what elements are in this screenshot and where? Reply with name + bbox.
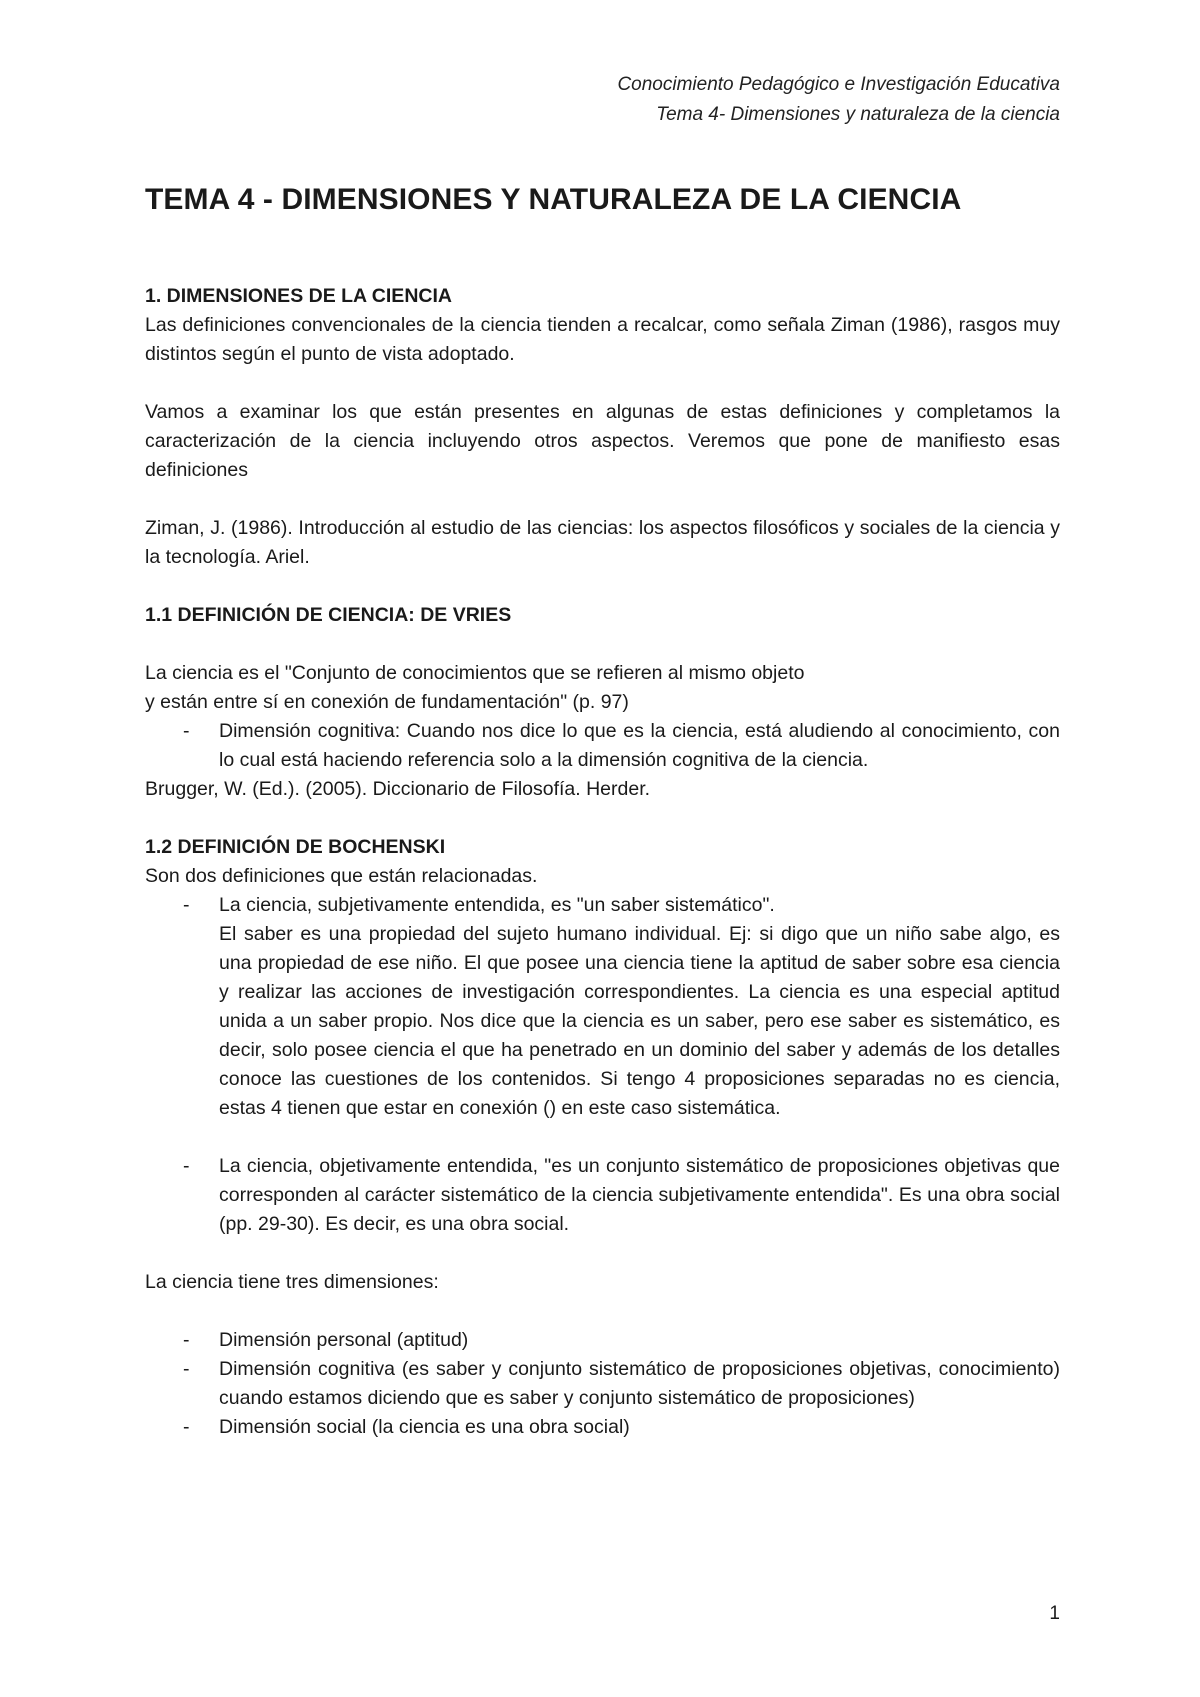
list-item <box>145 1413 1060 1442</box>
list-bullet: - <box>183 1358 190 1380</box>
list-item-text: El saber es una propiedad del sujeto humano individual. Ej: si digo que un niño sabe algo, es una propiedad de ese niño. El que posee una ciencia tiene la aptitud de saber sobre esa ciencia y realizar las acciones de investigación correspondientes. La ciencia es una especial aptitud unida a un saber propio. Nos dice que la ciencia es un saber, pero ese saber es sistemático, es decir, solo posee ciencia el que ha penetrado en un dominio del saber y además de los detalles conoce las cuestiones de los contenidos. Si tengo 4 proposiciones separadas no es ciencia, estas 4 tienen que estar en conexión () en este caso sistemática. <box>219 923 1060 1119</box>
list-item <box>145 891 1060 1123</box>
running-header <box>617 70 1060 130</box>
section-1-2-heading: 1.2 DEFINICIÓN DE BOCHENSKI <box>145 836 446 858</box>
section-1-1-reference: Brugger, W. (Ed.). (2005). Diccionario de Filosofía. Herder. <box>145 778 651 800</box>
section-1-reference: Ziman, J. (1986). Introducción al estudio de las ciencias: los aspectos filosóficos y sociales de la ciencia y la tecnología. Ariel. <box>145 517 1060 568</box>
list-item-lead: La ciencia, subjetivamente entendida, es "un saber sistemático". <box>219 894 775 916</box>
section-1-heading: 1. DIMENSIONES DE LA CIENCIA <box>145 285 452 307</box>
list-item <box>145 1326 1060 1355</box>
section-1-paragraph-2: Vamos a examinar los que están presentes en algunas de estas definiciones y completamos la caracterización de la ciencia incluyendo otros aspectos. Veremos que pone de manifiesto esas definiciones <box>145 401 1060 481</box>
dimensions-intro: La ciencia tiene tres dimensiones: <box>145 1271 439 1293</box>
list-item <box>145 1355 1060 1413</box>
list-bullet: - <box>183 894 190 916</box>
document-body <box>145 282 1060 1442</box>
section-1-2-intro: Son dos definiciones que están relacionadas. <box>145 865 538 887</box>
page-number: 1 <box>1049 1603 1060 1624</box>
list-bullet: - <box>183 1416 190 1438</box>
section-1-2-list-2 <box>145 1152 1060 1239</box>
section-1-1-heading: 1.1 DEFINICIÓN DE CIENCIA: DE VRIES <box>145 604 512 626</box>
header-topic-title: Tema 4- Dimensiones y naturaleza de la ciencia <box>656 104 1060 125</box>
section-1-paragraph-1: Las definiciones convencionales de la ciencia tienden a recalcar, como señala Ziman (1986), rasgos muy distintos según el punto de vista adoptado. <box>145 314 1060 365</box>
list-item-text: La ciencia, objetivamente entendida, "es un conjunto sistemático de proposiciones objetivas que corresponden al carácter sistemático de la ciencia subjetivamente entendida". Es una obra social (pp. 29-30). Es decir, es una obra social. <box>219 1155 1060 1235</box>
list-item-text: Dimensión social (la ciencia es una obra social) <box>219 1416 630 1438</box>
list-item-text: Dimensión cognitiva: Cuando nos dice lo que es la ciencia, está aludiendo al conocimiento, con lo cual está haciendo referencia solo a la dimensión cognitiva de la ciencia. <box>219 720 1060 771</box>
section-1-2-list <box>145 891 1060 1123</box>
header-course-title: Conocimiento Pedagógico e Investigación Educativa <box>617 74 1060 95</box>
section-1-1-list <box>145 717 1060 775</box>
section-1-1-quote-line-1: La ciencia es el "Conjunto de conocimientos que se refieren al mismo objeto <box>145 662 805 684</box>
list-bullet: - <box>183 1329 190 1351</box>
document-title: TEMA 4 - DIMENSIONES Y NATURALEZA DE LA CIENCIA <box>145 183 962 216</box>
list-bullet: - <box>183 720 190 742</box>
dimensions-list <box>145 1326 1060 1442</box>
list-item-text: Dimensión personal (aptitud) <box>219 1329 469 1351</box>
list-item <box>145 717 1060 775</box>
list-bullet: - <box>183 1155 190 1177</box>
list-item <box>145 1152 1060 1239</box>
section-1-1-quote-line-2: y están entre sí en conexión de fundamentación" (p. 97) <box>145 691 629 713</box>
document-content <box>145 180 1060 1442</box>
list-item-text: Dimensión cognitiva (es saber y conjunto sistemático de proposiciones objetivas, conocimiento) cuando estamos diciendo que es saber y conjunto sistemático de proposiciones) <box>219 1358 1060 1409</box>
